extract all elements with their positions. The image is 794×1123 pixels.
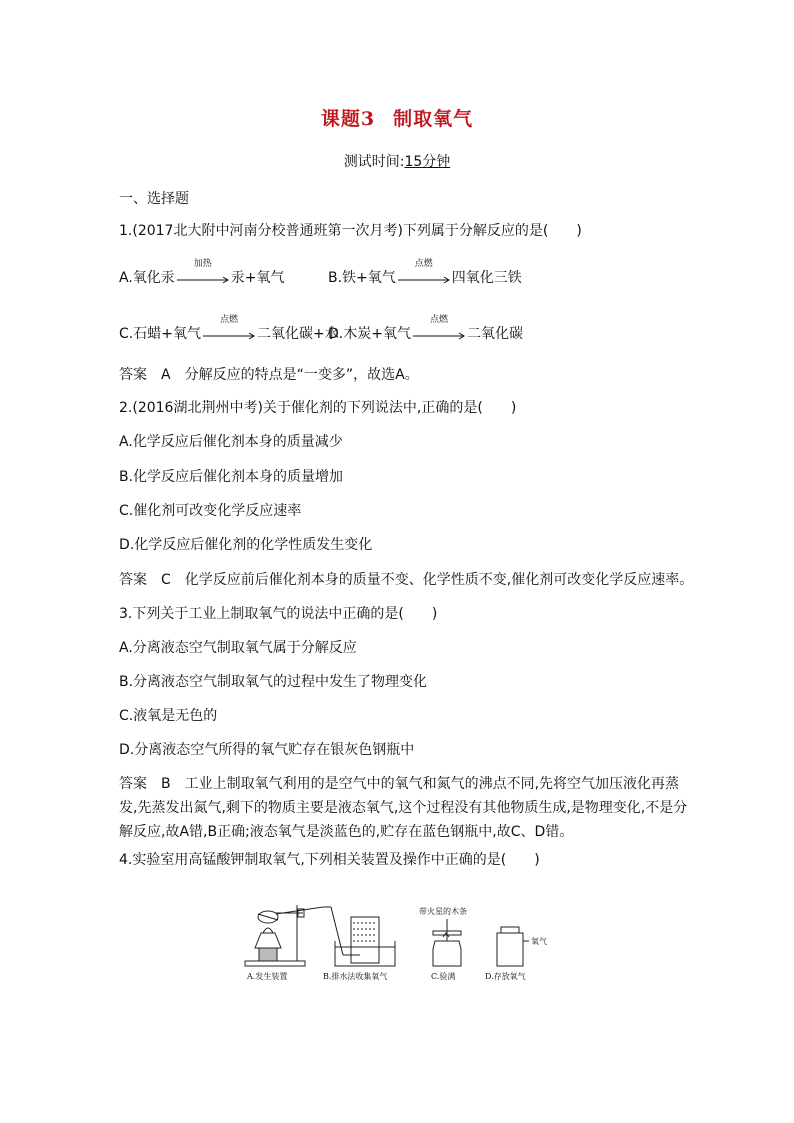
q1-answer: 答案 A 分解反应的特点是“一变多”，故选A。 <box>119 367 419 383</box>
q2-option-a: A.化学反应后催化剂本身的质量减少 <box>119 434 343 450</box>
q2-stem: 2.(2016湖北荆州中考)关于催化剂的下列说法中,正确的是( ) <box>119 400 517 416</box>
test-time <box>0 151 794 171</box>
q1-option-b: B.铁+氧气 点燃 四氧化三铁 <box>328 259 522 286</box>
reaction-arrow-icon: 点燃 <box>396 268 452 288</box>
q1-stem: 1.(2017北大附中河南分校普通班第一次月考)下列属于分解反应的是( ) <box>119 223 582 239</box>
q2-option-c: C.催化剂可改变化学反应速率 <box>119 503 302 519</box>
reaction-arrow-icon: 点燃 <box>201 324 257 344</box>
label-oxygen: 氧气 <box>531 937 547 946</box>
apparatus-drawing <box>235 893 565 983</box>
q3-option-c: C.液氧是无色的 <box>119 708 218 724</box>
caption-b: B.排水法收集氧气 <box>323 972 388 981</box>
q3-option-b: B.分离液态空气制取氧气的过程中发生了物理变化 <box>119 674 428 690</box>
reaction-arrow-icon: 加热 <box>175 268 231 288</box>
page-title <box>0 104 794 131</box>
label-glowing-stick: 带火星的木条 <box>419 907 467 916</box>
lesson-topic: 制取氧气 <box>393 108 474 130</box>
lesson-number: 课题3 <box>320 108 376 130</box>
q2-option-d: D.化学反应后催化剂的化学性质发生变化 <box>119 537 373 553</box>
section-heading: 一、选择题 <box>119 191 189 207</box>
q3-answer: 答案 B 工业上制取氧气利用的是空气中的氧气和氮气的沸点不同,先将空气加压液化再蒸发,先蒸发出氮气,剩下的物质主要是液态氧气,这个过程没有其他物质生成,是物理变化,不是分解反应,故A错,B正确;液态氧气是淡蓝色的,贮存在蓝色钢瓶中,故C、D错。 <box>119 776 688 840</box>
reaction-arrow-icon: 点燃 <box>411 324 467 344</box>
q2-answer: 答案 C 化学反应前后催化剂本身的质量不变、化学性质不变,催化剂可改变化学反应速率。 <box>119 572 694 588</box>
caption-d: D.存放氧气 <box>485 972 526 981</box>
caption-a: A.发生装置 <box>247 972 288 981</box>
caption-c: C.验满 <box>431 972 456 981</box>
test-time-value: 15分钟 <box>404 154 451 170</box>
q4-stem: 4.实验室用高锰酸钾制取氧气,下列相关装置及操作中正确的是( ) <box>119 852 540 868</box>
q1-option-d: D.木炭+氧气 点燃 二氧化碳 <box>328 315 523 342</box>
q1-option-c: C.石蜡+氧气 点燃 二氧化碳+水 <box>119 315 339 342</box>
q2-option-b: B.化学反应后催化剂本身的质量增加 <box>119 469 344 485</box>
q3-option-d: D.分离液态空气所得的氧气贮存在银灰色钢瓶中 <box>119 742 415 758</box>
apparatus-figure <box>235 893 565 983</box>
q3-stem: 3.下列关于工业上制取氧气的说法中正确的是( ) <box>119 606 438 622</box>
q3-option-a: A.分离液态空气制取氧气属于分解反应 <box>119 640 357 656</box>
q1-option-a: A.氧化汞 加热 汞+氧气 <box>119 259 285 286</box>
test-time-label: 测试时间: <box>343 154 405 170</box>
